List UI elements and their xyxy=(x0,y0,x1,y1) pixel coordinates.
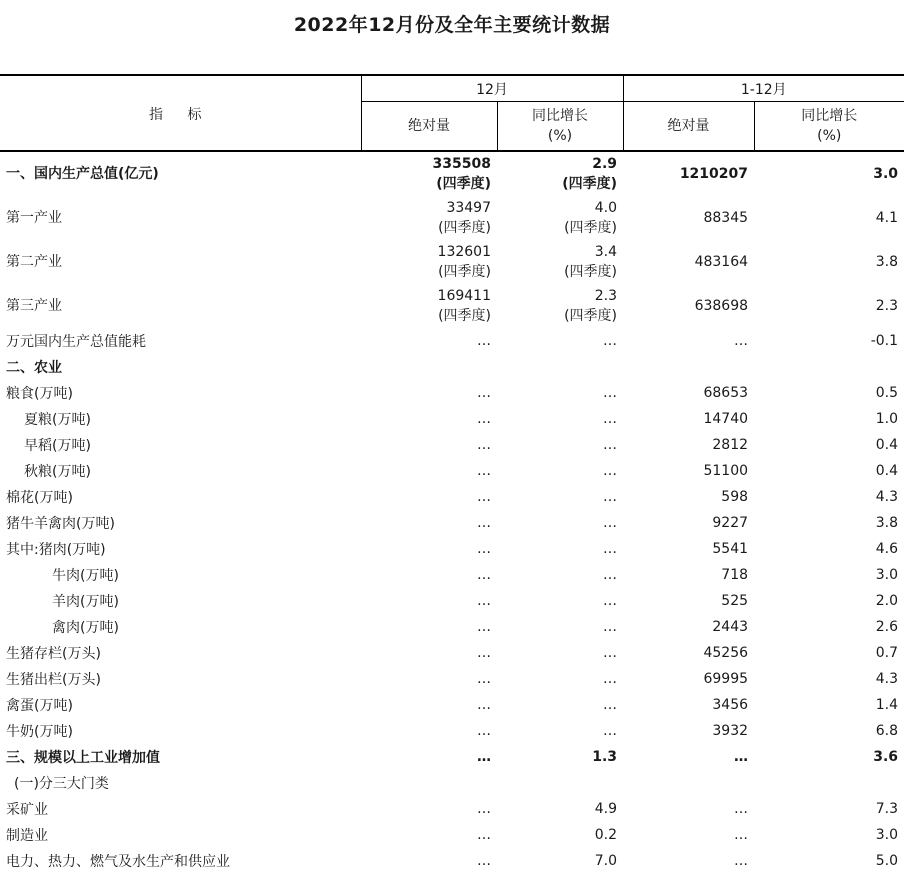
ytd-abs-cell: 2812 xyxy=(712,437,749,453)
table-row xyxy=(0,240,904,284)
row-label: 牛奶(万吨) xyxy=(6,724,73,740)
table-row xyxy=(0,744,904,770)
ytd-growth-cell: 0.5 xyxy=(875,385,899,401)
dec-abs-cell: 33497 (四季度) xyxy=(438,200,491,236)
table-row xyxy=(0,484,904,510)
ytd-abs-cell: 45256 xyxy=(703,645,749,661)
row-label: 制造业 xyxy=(6,828,48,844)
ytd-abs-cell: … xyxy=(734,827,749,843)
ytd-abs-cell: 68653 xyxy=(703,385,749,401)
dec-growth-cell: 0.2 xyxy=(594,827,618,843)
row-label: 禽肉(万吨) xyxy=(52,620,119,636)
table-row xyxy=(0,380,904,406)
ytd-abs-cell: … xyxy=(734,333,749,349)
row-label: 二、农业 xyxy=(6,360,62,376)
ytd-growth-cell: 3.8 xyxy=(875,515,899,531)
row-label: 第三产业 xyxy=(6,298,62,314)
dec-abs-cell: … xyxy=(477,385,491,401)
ytd-abs-cell: 5541 xyxy=(712,541,749,557)
ytd-abs-cell: 718 xyxy=(721,567,749,583)
ytd-growth-cell: 3.6 xyxy=(873,749,899,765)
ytd-abs-cell: 3456 xyxy=(712,697,749,713)
row-label: 秋粮(万吨) xyxy=(24,464,91,480)
header-ytd: 1-12月 xyxy=(623,76,904,102)
dec-abs-cell: … xyxy=(477,671,491,687)
ytd-abs-cell: … xyxy=(734,853,749,869)
row-label: 早稻(万吨) xyxy=(24,438,91,454)
dec-abs-cell: … xyxy=(477,541,491,557)
ytd-abs-cell: … xyxy=(734,749,749,765)
dec-growth-cell: … xyxy=(603,437,618,453)
table-row xyxy=(0,536,904,562)
ytd-growth-cell: 0.4 xyxy=(875,437,899,453)
header-dec: 12月 xyxy=(361,76,623,102)
dec-growth-cell: 4.0 (四季度) xyxy=(564,200,618,236)
dec-growth-cell: … xyxy=(603,619,618,635)
dec-growth-cell: … xyxy=(603,463,618,479)
ytd-growth-cell: 3.0 xyxy=(875,567,899,583)
row-label: 粮食(万吨) xyxy=(6,386,73,402)
dec-abs-cell: 169411 (四季度) xyxy=(437,288,491,324)
table-row xyxy=(0,770,904,796)
table-row xyxy=(0,406,904,432)
ytd-abs-cell: 2443 xyxy=(712,619,749,635)
row-label: 其中:猪肉(万吨) xyxy=(6,542,106,558)
dec-growth-cell: … xyxy=(603,385,618,401)
dec-abs-cell: … xyxy=(477,801,491,817)
ytd-abs-cell: 598 xyxy=(721,489,749,505)
dec-growth-cell: 1.3 xyxy=(592,749,618,765)
dec-growth-cell: … xyxy=(603,723,618,739)
ytd-abs-cell: 525 xyxy=(721,593,749,609)
dec-abs-cell: … xyxy=(477,515,491,531)
ytd-growth-cell: 7.3 xyxy=(875,801,899,817)
ytd-growth-cell: 4.3 xyxy=(875,671,899,687)
header-ytd-abs: 绝对量 xyxy=(623,102,754,152)
ytd-abs-cell: 3932 xyxy=(712,723,749,739)
ytd-abs-cell: 1210207 xyxy=(679,166,749,182)
ytd-abs-cell: 14740 xyxy=(703,411,749,427)
row-label: 采矿业 xyxy=(6,802,48,818)
dec-abs-cell: … xyxy=(477,619,491,635)
dec-growth-cell: 7.0 xyxy=(594,853,618,869)
dec-abs-cell: 132601 (四季度) xyxy=(437,244,491,280)
dec-growth-cell: … xyxy=(603,645,618,661)
table-row xyxy=(0,588,904,614)
row-label: 猪牛羊禽肉(万吨) xyxy=(6,516,115,532)
row-label: 三、规模以上工业增加值 xyxy=(6,750,160,766)
table-row xyxy=(0,328,904,354)
row-label: 生猪出栏(万头) xyxy=(6,672,101,688)
row-label: 夏粮(万吨) xyxy=(24,412,91,428)
dec-abs-cell: … xyxy=(477,593,491,609)
table-row xyxy=(0,692,904,718)
dec-growth-cell: 2.9 (四季度) xyxy=(562,156,618,192)
dec-growth-cell: 3.4 (四季度) xyxy=(564,244,618,280)
ytd-abs-cell: 9227 xyxy=(712,515,749,531)
table-row xyxy=(0,510,904,536)
header-dec-abs: 绝对量 xyxy=(361,102,497,152)
ytd-abs-cell: 483164 xyxy=(694,254,749,270)
ytd-growth-cell: 1.0 xyxy=(875,411,899,427)
dec-abs-cell: … xyxy=(477,749,491,765)
ytd-growth-cell: 1.4 xyxy=(875,697,899,713)
dec-abs-cell: … xyxy=(477,411,491,427)
row-label: 禽蛋(万吨) xyxy=(6,698,73,714)
ytd-abs-cell: … xyxy=(734,801,749,817)
ytd-growth-cell: -0.1 xyxy=(870,333,899,349)
row-label: 生猪存栏(万头) xyxy=(6,646,101,662)
table-row xyxy=(0,196,904,240)
header-indicator: 指 标 xyxy=(0,76,361,151)
dec-growth-cell: … xyxy=(603,541,618,557)
ytd-growth-cell xyxy=(754,770,904,796)
row-label: 棉花(万吨) xyxy=(6,490,73,506)
table-row xyxy=(0,796,904,822)
row-label: 电力、热力、燃气及水生产和供应业 xyxy=(6,854,230,870)
dec-growth-cell: … xyxy=(603,697,618,713)
dec-abs-cell: … xyxy=(477,697,491,713)
dec-growth-cell xyxy=(497,354,623,380)
dec-abs-cell: 335508 (四季度) xyxy=(432,156,491,192)
row-label: 一、国内生产总值(亿元) xyxy=(6,166,159,182)
row-label: 第一产业 xyxy=(6,210,62,226)
dec-growth-cell: … xyxy=(603,515,618,531)
ytd-abs-cell: 88345 xyxy=(703,210,749,226)
table-row xyxy=(0,284,904,328)
dec-growth-cell: … xyxy=(603,567,618,583)
ytd-abs-cell xyxy=(623,354,754,380)
dec-abs-cell: … xyxy=(477,463,491,479)
dec-growth-cell: … xyxy=(603,489,618,505)
ytd-abs-cell: 638698 xyxy=(694,298,749,314)
ytd-growth-cell: 3.0 xyxy=(875,827,899,843)
row-label: 羊肉(万吨) xyxy=(52,594,119,610)
dec-growth-cell: … xyxy=(603,333,618,349)
dec-abs-cell: … xyxy=(477,723,491,739)
table-row xyxy=(0,354,904,380)
dec-abs-cell: … xyxy=(477,853,491,869)
ytd-growth-cell: 3.8 xyxy=(875,254,899,270)
row-label: 第二产业 xyxy=(6,254,62,270)
table-row xyxy=(0,848,904,874)
ytd-abs-cell: 69995 xyxy=(703,671,749,687)
ytd-growth-cell xyxy=(754,354,904,380)
ytd-growth-cell: 4.6 xyxy=(875,541,899,557)
ytd-growth-cell: 4.1 xyxy=(875,210,899,226)
table-row xyxy=(0,614,904,640)
dec-growth-cell: … xyxy=(603,671,618,687)
ytd-growth-cell: 0.7 xyxy=(875,645,899,661)
statistics-table xyxy=(0,76,904,874)
header-dec-growth: 同比增长 (%) xyxy=(497,102,623,152)
ytd-growth-cell: 2.0 xyxy=(875,593,899,609)
dec-abs-cell xyxy=(361,354,497,380)
dec-abs-cell: … xyxy=(477,645,491,661)
ytd-growth-cell: 5.0 xyxy=(875,853,899,869)
dec-growth-cell: 2.3 (四季度) xyxy=(564,288,618,324)
header-ytd-growth: 同比增长 (%) xyxy=(754,102,904,152)
table-row xyxy=(0,562,904,588)
ytd-growth-cell: 3.0 xyxy=(873,166,899,182)
dec-abs-cell: … xyxy=(477,437,491,453)
table-row xyxy=(0,718,904,744)
ytd-growth-cell: 0.4 xyxy=(875,463,899,479)
table-row xyxy=(0,640,904,666)
dec-abs-cell xyxy=(361,770,497,796)
row-label: (一)分三大门类 xyxy=(14,776,109,792)
row-label: 牛肉(万吨) xyxy=(52,568,119,584)
ytd-abs-cell xyxy=(623,770,754,796)
page-title: 2022年12月份及全年主要统计数据 xyxy=(293,14,611,36)
dec-growth-cell: 4.9 xyxy=(594,801,618,817)
ytd-growth-cell: 2.6 xyxy=(875,619,899,635)
dec-growth-cell: … xyxy=(603,411,618,427)
table-row xyxy=(0,151,904,196)
dec-abs-cell: … xyxy=(477,333,491,349)
dec-abs-cell: … xyxy=(477,489,491,505)
table-row xyxy=(0,458,904,484)
dec-abs-cell: … xyxy=(477,827,491,843)
table-row xyxy=(0,666,904,692)
table-row xyxy=(0,822,904,848)
ytd-growth-cell: 4.3 xyxy=(875,489,899,505)
ytd-abs-cell: 51100 xyxy=(703,463,749,479)
dec-growth-cell: … xyxy=(603,593,618,609)
dec-abs-cell: … xyxy=(477,567,491,583)
dec-growth-cell xyxy=(497,770,623,796)
row-label: 万元国内生产总值能耗 xyxy=(6,334,146,350)
ytd-growth-cell: 2.3 xyxy=(875,298,899,314)
table-row xyxy=(0,432,904,458)
ytd-growth-cell: 6.8 xyxy=(875,723,899,739)
